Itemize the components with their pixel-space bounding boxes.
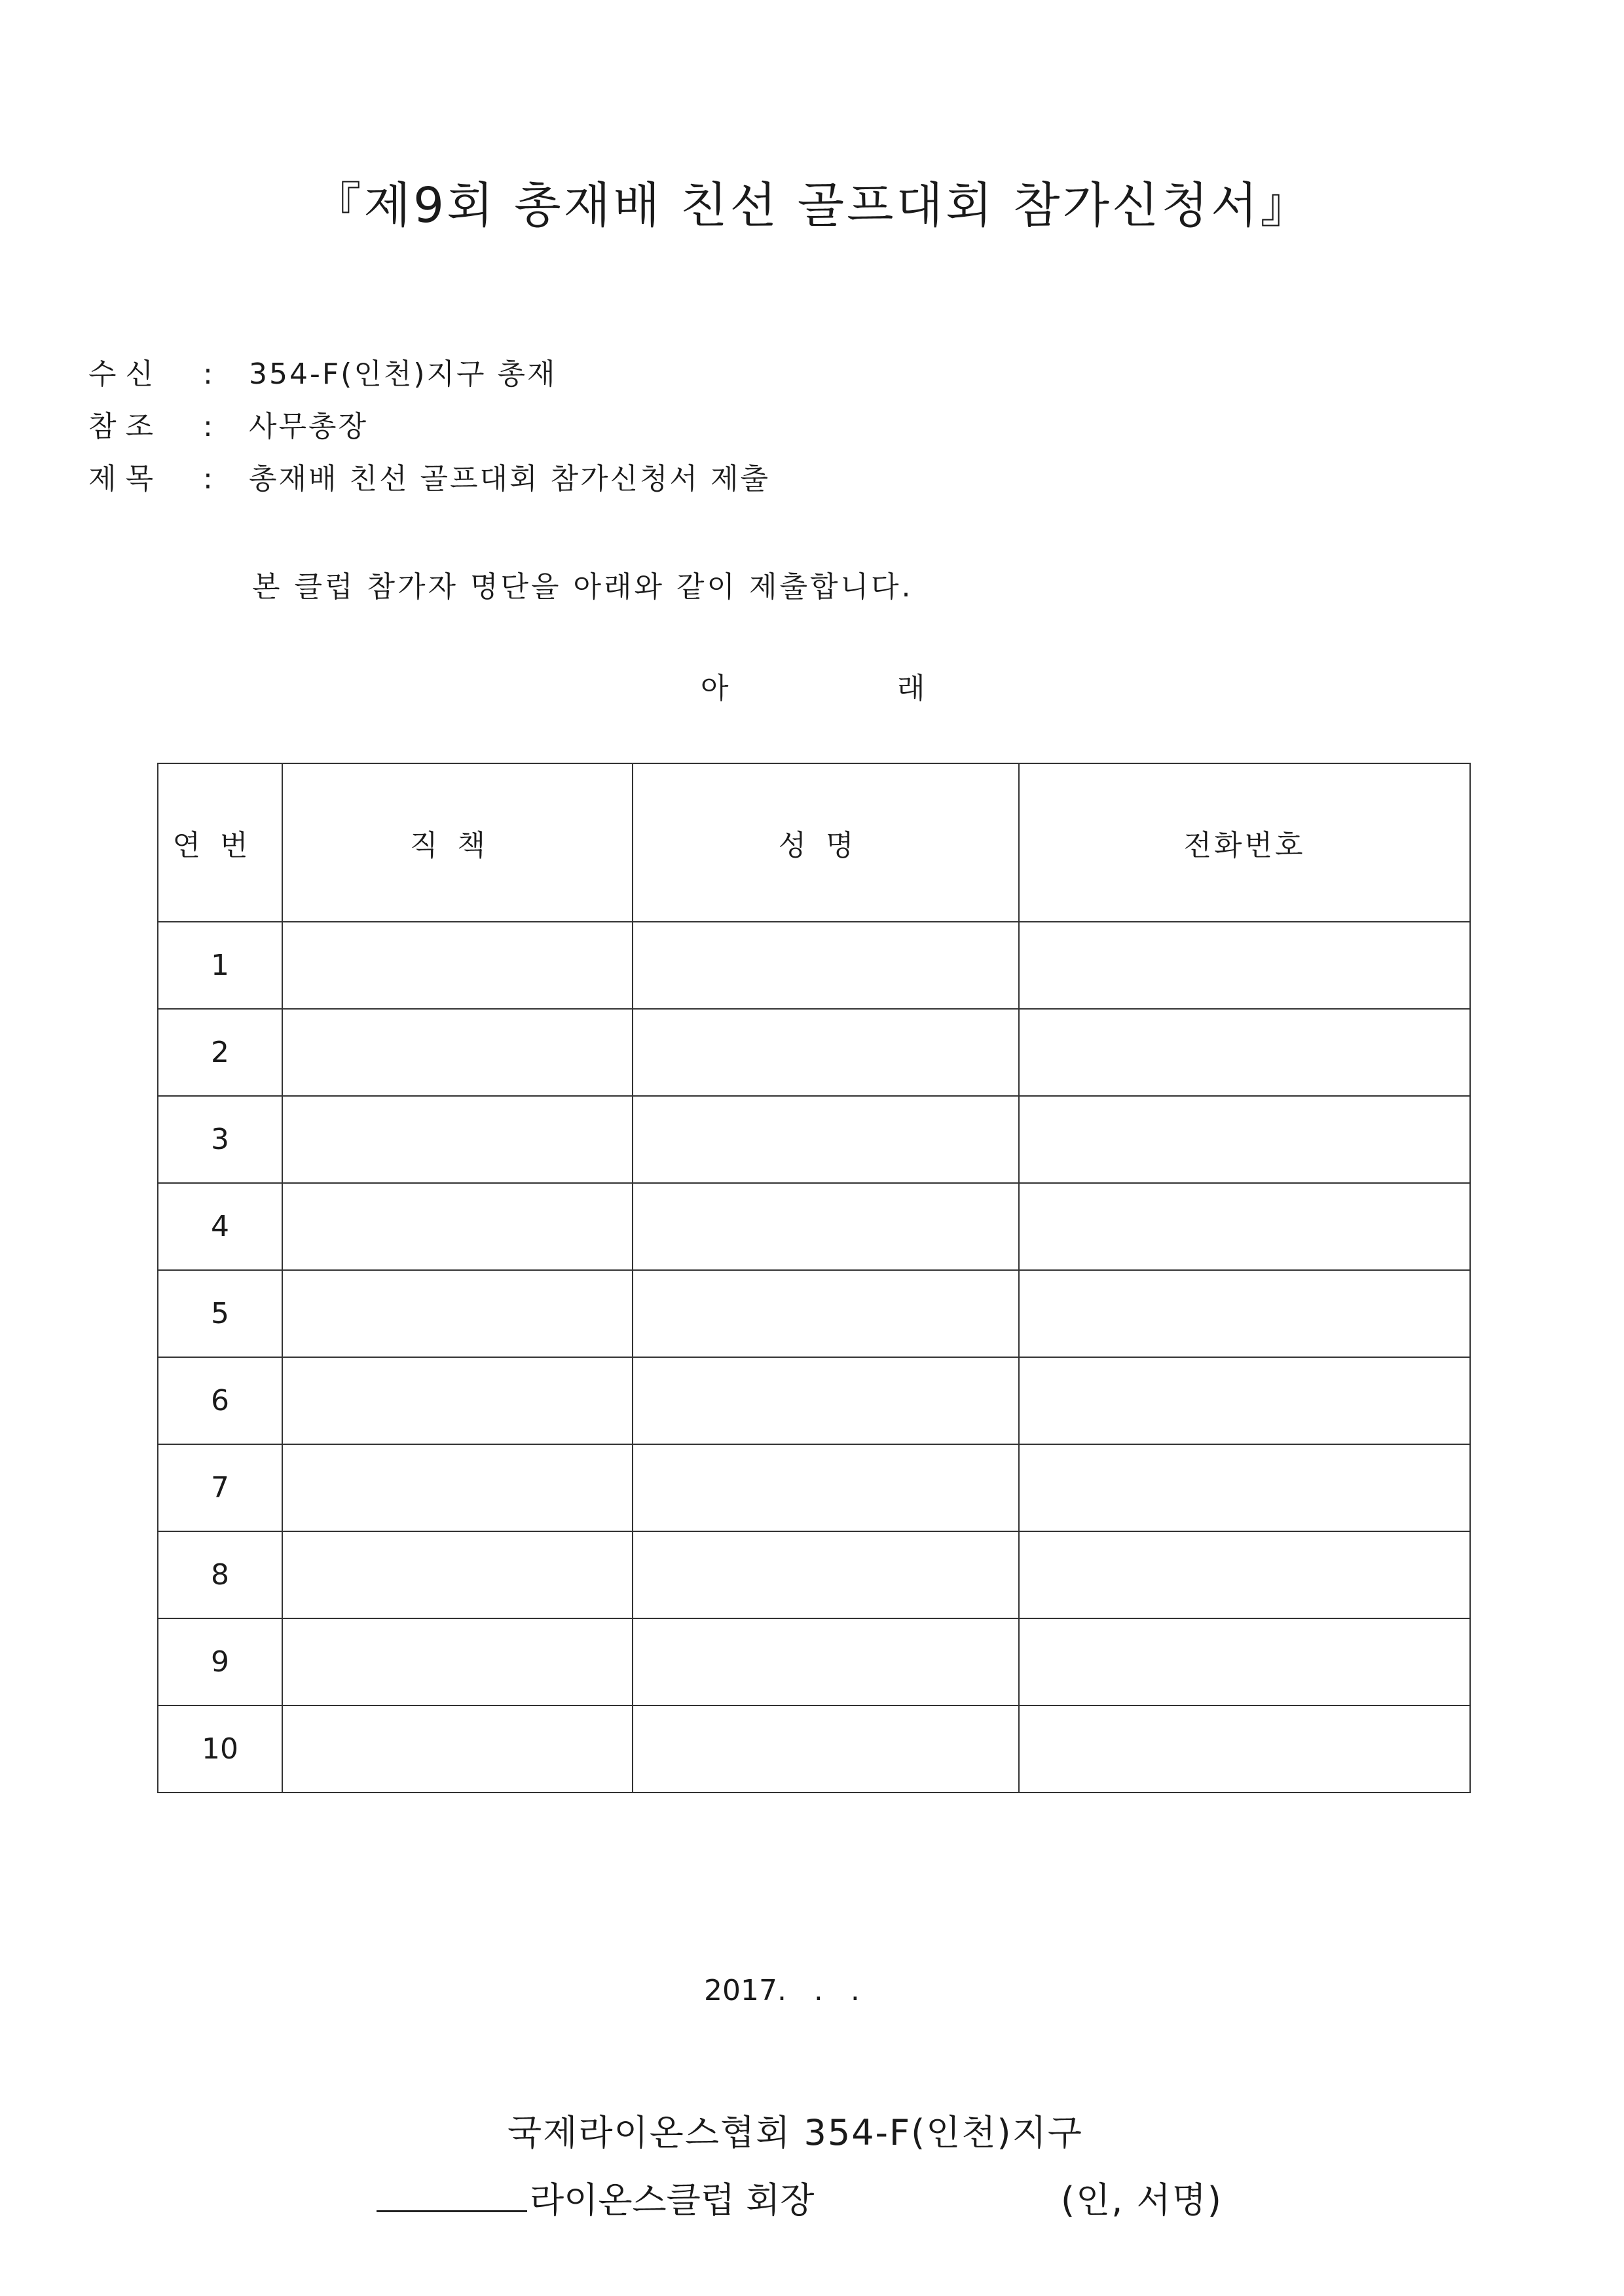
phone-cell[interactable]	[1019, 922, 1470, 1009]
table-row	[158, 1357, 1470, 1444]
phone-cell[interactable]	[1019, 1357, 1470, 1444]
phone-cell[interactable]	[1019, 1444, 1470, 1531]
position-cell[interactable]	[282, 922, 633, 1009]
name-cell[interactable]	[633, 1270, 1019, 1357]
recipient-value: 354-F(인천)지구 총재	[249, 357, 557, 391]
table-row	[158, 1444, 1470, 1531]
name-cell[interactable]	[633, 1531, 1019, 1618]
table-header-row	[158, 763, 1470, 922]
name-cell[interactable]	[633, 1444, 1019, 1531]
position-cell[interactable]	[282, 1531, 633, 1618]
phone-cell[interactable]	[1019, 1270, 1470, 1357]
reference-value: 사무총장	[249, 410, 369, 443]
position-cell[interactable]	[282, 1183, 633, 1270]
row-number: 7	[158, 1444, 282, 1531]
table-row	[158, 1096, 1470, 1183]
subject-field	[88, 455, 770, 497]
reference-colon: :	[203, 410, 213, 443]
name-cell[interactable]	[633, 1618, 1019, 1705]
phone-cell[interactable]	[1019, 1183, 1470, 1270]
phone-cell[interactable]	[1019, 1096, 1470, 1183]
name-cell[interactable]	[633, 1705, 1019, 1793]
intro-text: 본 클럽 참가자 명단을 아래와 같이 제출합니다.	[252, 570, 913, 604]
header-position: 직책	[282, 763, 633, 922]
position-cell[interactable]	[282, 1357, 633, 1444]
participant-table	[157, 763, 1471, 1793]
name-cell[interactable]	[633, 1183, 1019, 1270]
row-number: 10	[158, 1705, 282, 1793]
position-cell[interactable]	[282, 1618, 633, 1705]
position-cell[interactable]	[282, 1705, 633, 1793]
row-number: 5	[158, 1270, 282, 1357]
notice-heading-right: 래	[897, 672, 925, 705]
reference-label: 참 조	[88, 410, 153, 443]
phone-cell[interactable]	[1019, 1705, 1470, 1793]
club-name-blank[interactable]	[377, 2178, 527, 2212]
table-row	[158, 1531, 1470, 1618]
phone-cell[interactable]	[1019, 1531, 1470, 1618]
table-row	[158, 1618, 1470, 1705]
phone-cell[interactable]	[1019, 1009, 1470, 1096]
subject-colon: :	[203, 462, 213, 496]
signature-line	[377, 2172, 814, 2223]
row-number: 2	[158, 1009, 282, 1096]
subject-value: 총재배 친선 골프대회 참가신청서 제출	[249, 462, 771, 496]
row-number: 1	[158, 922, 282, 1009]
position-cell[interactable]	[282, 1096, 633, 1183]
page-title: 『제9회 총재배 친선 골프대회 참가신청서』	[312, 177, 1312, 234]
name-cell[interactable]	[633, 1096, 1019, 1183]
recipient-colon: :	[203, 357, 213, 391]
reference-field	[88, 403, 368, 445]
seal-note: (인, 서명)	[1061, 2179, 1223, 2221]
name-cell[interactable]	[633, 1357, 1019, 1444]
row-number: 8	[158, 1531, 282, 1618]
table-row	[158, 1009, 1470, 1096]
table-row	[158, 1270, 1470, 1357]
name-cell[interactable]	[633, 1009, 1019, 1096]
header-phone: 전화번호	[1019, 763, 1470, 922]
header-name: 성명	[633, 763, 1019, 922]
position-cell[interactable]	[282, 1009, 633, 1096]
row-number: 3	[158, 1096, 282, 1183]
subject-label: 제 목	[88, 462, 153, 496]
submission-date: 2017. . .	[704, 1974, 860, 2007]
signature-label: 라이온스클럽 회장	[530, 2179, 815, 2221]
row-number: 6	[158, 1357, 282, 1444]
table-row	[158, 922, 1470, 1009]
table-row	[158, 1705, 1470, 1793]
header-number: 연번	[158, 763, 282, 922]
position-cell[interactable]	[282, 1444, 633, 1531]
position-cell[interactable]	[282, 1270, 633, 1357]
table-row	[158, 1183, 1470, 1270]
recipient-label: 수 신	[88, 357, 153, 391]
recipient-field	[88, 350, 557, 392]
row-number: 4	[158, 1183, 282, 1270]
row-number: 9	[158, 1618, 282, 1705]
name-cell[interactable]	[633, 922, 1019, 1009]
notice-heading-left: 아	[701, 672, 729, 705]
organization-name: 국제라이온스협회 354-F(인천)지구	[507, 2112, 1083, 2153]
phone-cell[interactable]	[1019, 1618, 1470, 1705]
